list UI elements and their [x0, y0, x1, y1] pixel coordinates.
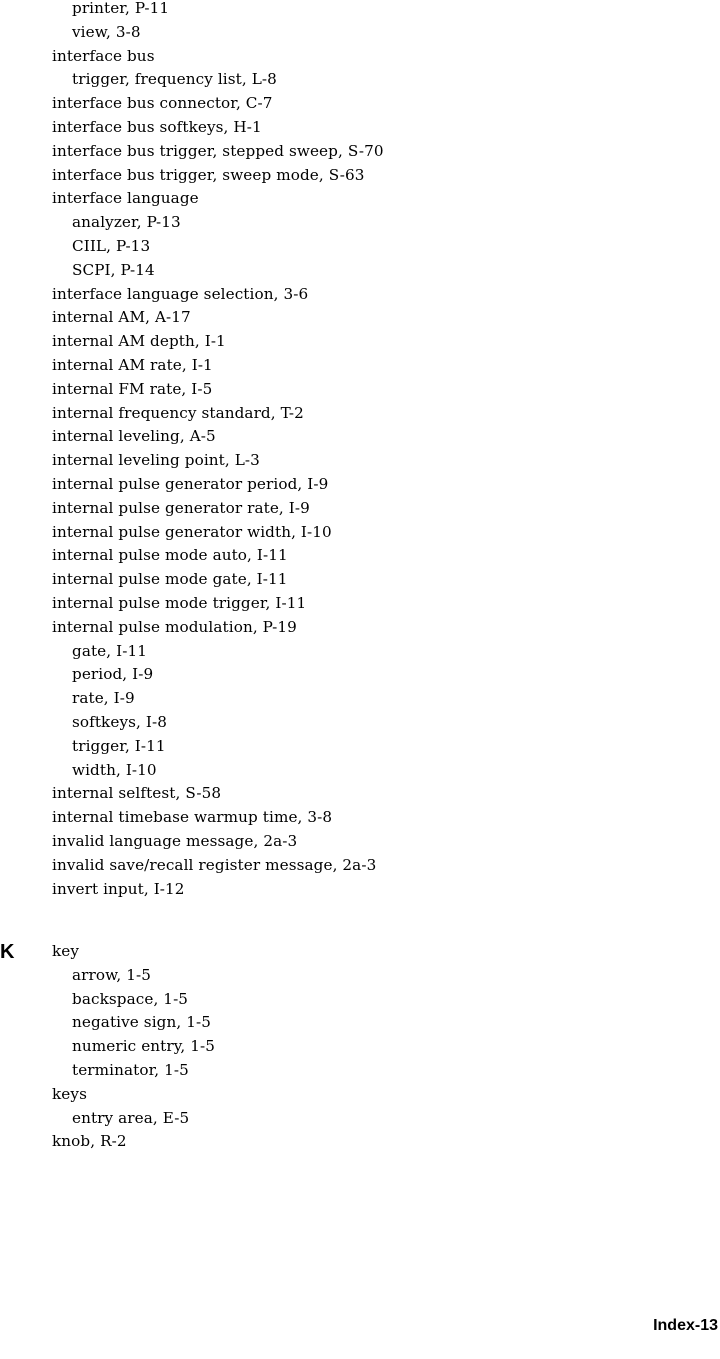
index-entry: interface bus [52, 46, 155, 65]
index-subentry: softkeys, I-8 [72, 713, 167, 731]
index-subentry: width, I-10 [72, 760, 157, 779]
index-entry: internal leveling, A-5 [52, 427, 216, 446]
index-entry: interface language [52, 189, 199, 208]
index-entry: internal AM, A-17 [52, 308, 191, 327]
index-entry: internal pulse mode auto, I-11 [52, 546, 288, 565]
index-entry: interface bus connector, C-7 [52, 94, 273, 113]
section-letter-k: K [0, 941, 15, 963]
index-entry: internal leveling point, L-3 [52, 451, 260, 470]
index-entry: internal pulse mode gate, I-11 [52, 570, 288, 589]
index-entry: invalid save/recall register message, 2a-3 [52, 855, 377, 874]
index-subentry: trigger, frequency list, L-8 [72, 70, 277, 89]
index-subentry: view, 3-8 [72, 22, 141, 41]
index-entry: internal AM depth, I-1 [52, 332, 226, 351]
index-subentry: numeric entry, 1-5 [72, 1037, 216, 1056]
index-entry: internal pulse generator period, I-9 [52, 475, 329, 493]
index-subentry: arrow, 1-5 [72, 965, 152, 984]
index-subentry: SCPI, P-14 [72, 260, 155, 279]
index-entry: interface bus trigger, stepped sweep, S-70 [52, 141, 384, 160]
index-entry: internal FM rate, I-5 [52, 379, 213, 398]
index-entry: internal pulse generator width, I-10 [52, 522, 332, 541]
index-subentry: backspace, 1-5 [72, 989, 189, 1008]
index-entry: internal pulse generator rate, I-9 [52, 498, 310, 517]
index-entry: knob, R-2 [52, 1132, 127, 1151]
index-entry: invert input, I-12 [52, 879, 185, 898]
index-subentry: period, I-9 [72, 665, 154, 684]
index-subentry: analyzer, P-13 [72, 213, 181, 232]
index-entry: invalid language message, 2a-3 [52, 832, 298, 850]
index-subentry: CIIL, P-13 [72, 237, 151, 255]
index-entry: keys [52, 1084, 87, 1103]
index-entry: internal frequency standard, T-2 [52, 403, 304, 422]
index-subentry: rate, I-9 [72, 689, 135, 708]
page-number: Index-13 [653, 1317, 718, 1334]
index-entry: interface bus trigger, sweep mode, S-63 [52, 165, 365, 184]
index-entry: internal pulse modulation, P-19 [52, 617, 297, 636]
index-entry: internal timebase warmup time, 3-8 [52, 808, 333, 827]
index-entry: key [52, 942, 80, 960]
index-subentry: negative sign, 1-5 [72, 1013, 211, 1032]
index-entry: interface bus softkeys, H-1 [52, 118, 262, 136]
index-entry: internal selftest, S-58 [52, 784, 222, 803]
index-subentry: gate, I-11 [72, 641, 147, 660]
index-subentry: terminator, 1-5 [72, 1061, 189, 1079]
index-subentry: entry area, E-5 [72, 1108, 190, 1127]
index-entry: internal AM rate, I-1 [52, 356, 213, 374]
index-entry: internal pulse mode trigger, I-11 [52, 594, 307, 612]
index-subentry: trigger, I-11 [72, 736, 166, 755]
index-entry: interface language selection, 3-6 [52, 284, 309, 303]
index-subentry: printer, P-11 [72, 0, 170, 17]
